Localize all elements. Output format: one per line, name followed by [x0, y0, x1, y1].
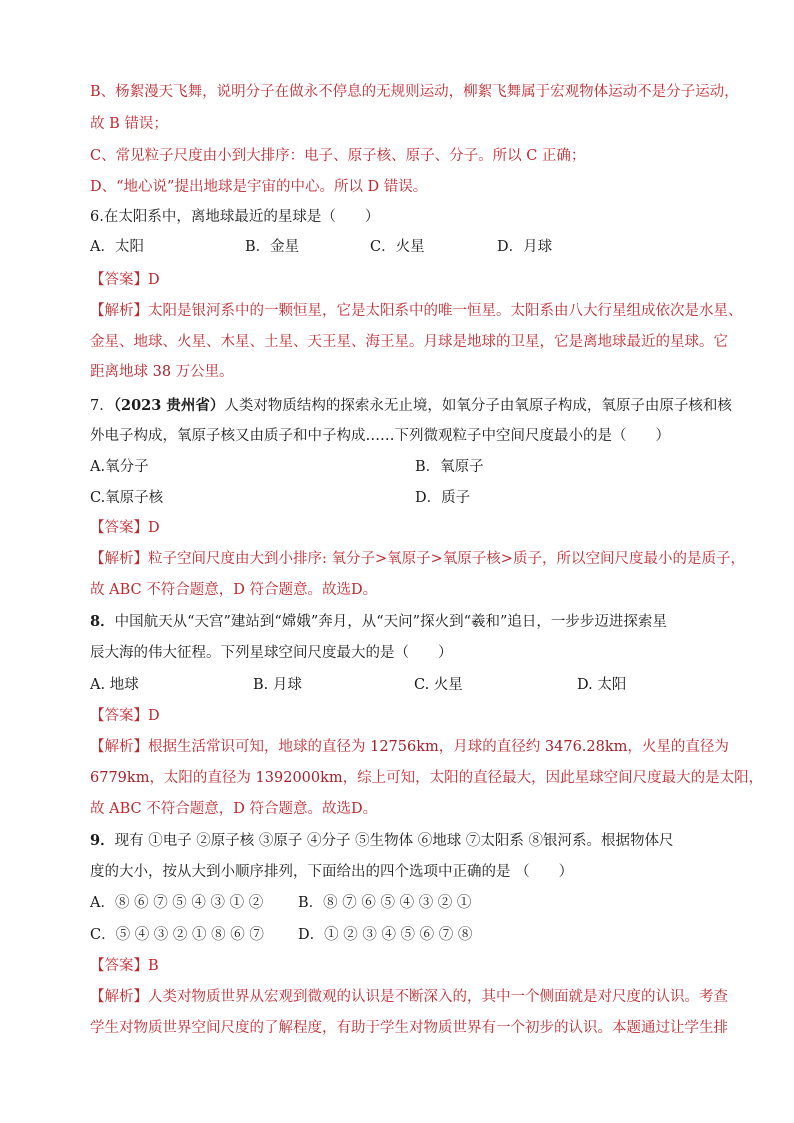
q6-analysis-line-1: 【解析】太阳是银河系中的一颗恒星，它是太阳系中的唯一恒星。太阳系由八大行星组成依次是水星、 [90, 303, 743, 319]
analysis-line-c: C、常见粒子尺度由小到大排序：电子、原子核、原子、分子。所以 C 正确； [90, 148, 586, 164]
q8-stem-line-2: 辰大海的伟大征程。下列星球空间尺度最大的是（ ） [90, 645, 453, 661]
q7-stem-line-1: 7．（2023 贵州省）人类对物质结构的探索永无止境，如氧分子由氧原子构成，氧原子由原子核和核 [90, 397, 732, 414]
q9-stem-line-2: 度的大小，按从大到小顺序排列，下面给出的四个选项中正确的是 （ ） [90, 864, 574, 880]
q7-source: （2023 贵州省） [113, 397, 225, 414]
q8-analysis-line-3: 故 ABC 不符合题意，D 符合题意。故选D。 [90, 801, 378, 817]
q6-option-b: B．金星 [245, 239, 300, 255]
q7-analysis-line-2: 故 ABC 不符合题意，D 符合题意。故选D。 [90, 582, 378, 598]
q6-option-d: D．月球 [497, 239, 553, 255]
q7-option-d: D．质子 [415, 490, 471, 506]
q8-option-d: D. 太阳 [577, 677, 627, 693]
q7-analysis-line-1: 【解析】粒子空间尺度由大到小排序: 氧分子>氧原子>氧原子核>质子，所以空间尺度最小的是质子， [90, 551, 745, 567]
q9-option-c: C．⑤ ④ ③ ② ① ⑧ ⑥ ⑦ [90, 927, 264, 943]
q6-option-a: A．太阳 [90, 239, 144, 255]
analysis-tag: 【解析】 [90, 551, 148, 567]
q6-analysis-line-3: 距离地球 38 万公里。 [90, 364, 234, 380]
q7-option-c: C.氧原子核 [90, 490, 164, 506]
q8-option-b: B. 月球 [253, 677, 302, 693]
q8-stem-line-1: 8．中国航天从“天宫”建站到“嫦娥”奔月，从“天问”探火到“羲和”追日，一步步迈进探索星 [90, 613, 667, 630]
q9-option-a: A．⑧ ⑥ ⑦ ⑤ ④ ③ ① ② [90, 895, 264, 911]
q6-option-c: C．火星 [370, 239, 425, 255]
q6-stem: 6.在太阳系中，离地球最近的星球是（ ） [90, 209, 380, 225]
q7-answer: 【答案】D [90, 520, 160, 536]
q9-option-d: D．① ② ③ ④ ⑤ ⑥ ⑦ ⑧ [298, 927, 473, 943]
q8-option-c: C. 火星 [414, 677, 463, 693]
q6-answer: 【答案】D [90, 272, 160, 288]
q7-option-b: B．氧原子 [415, 459, 484, 475]
q8-option-a: A. 地球 [90, 677, 139, 693]
analysis-line-d: D、“地心说”提出地球是宇宙的中心。所以 D 错误。 [90, 179, 428, 195]
q7-option-a: A.氧分子 [90, 459, 149, 475]
analysis-line-b1: B、杨絮漫天飞舞，说明分子在做永不停息的无规则运动，柳絮飞舞属于宏观物体运动不是分子运动， [90, 84, 739, 100]
q9-analysis-line-2: 学生对物质世界空间尺度的了解程度，有助于学生对物质世界有一个初步的认识。本题通过让学生排 [90, 1020, 728, 1036]
q9-stem-line-1: 9．现有 ①电子 ②原子核 ③原子 ④分子 ⑤生物体 ⑥地球 ⑦太阳系 ⑧银河系。根据物体尺 [90, 832, 674, 849]
analysis-tag: 【解析】 [90, 989, 148, 1005]
analysis-line-b2: 故 B 错误； [90, 116, 168, 132]
q9-analysis-line-1: 【解析】人类对物质世界从宏观到微观的认识是不断深入的，其中一个侧面就是对尺度的认识。考查 [90, 989, 728, 1005]
q8-analysis-line-1: 【解析】根据生活常识可知，地球的直径为 12756km，月球的直径约 3476.28km，火星的直径为 [90, 739, 729, 755]
q8-answer: 【答案】D [90, 708, 160, 724]
analysis-tag: 【解析】 [90, 739, 148, 755]
q6-analysis-line-2: 金星、地球、火星、木星、土星、天王星、海王星。月球是地球的卫星，它是离地球最近的星球。它 [90, 334, 728, 350]
q7-stem-line-2: 外电子构成，氧原子核又由质子和中子构成……下列微观粒子中空间尺度最小的是（ ） [90, 428, 670, 444]
q8-analysis-line-2: 6779km，太阳的直径为 1392000km，综上可知，太阳的直径最大，因此星球空间尺度最大的是太阳， [90, 770, 764, 786]
q9-option-b: B．⑧ ⑦ ⑥ ⑤ ④ ③ ② ① [298, 895, 472, 911]
q9-answer: 【答案】B [90, 958, 159, 974]
analysis-tag: 【解析】 [90, 303, 148, 319]
